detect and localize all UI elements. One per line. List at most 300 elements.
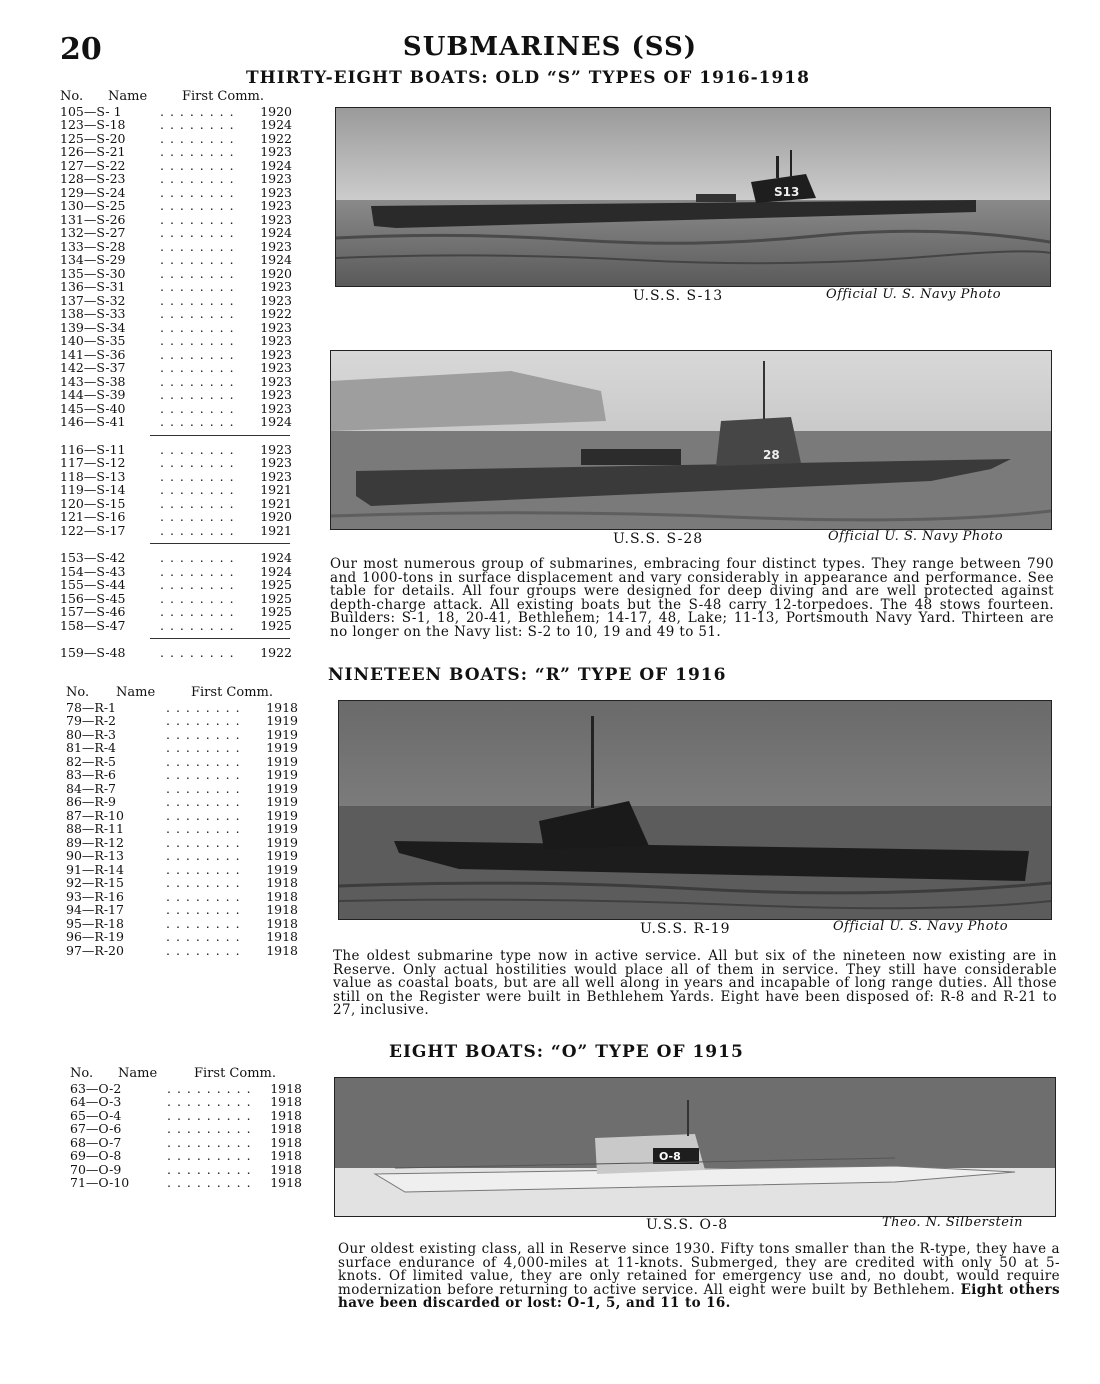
list-item xyxy=(60,280,292,294)
list-item xyxy=(60,443,292,457)
leader-dots: . . . . . . . . xyxy=(160,645,235,660)
caption-s28: U.S.S. S-28 xyxy=(613,531,704,547)
leader-dots: . . . . . . . . xyxy=(160,117,235,132)
boat-id: 125—S-20 xyxy=(60,130,126,146)
leader-dots: . . . . . . . . xyxy=(160,225,235,240)
s-group-1 xyxy=(60,105,292,429)
list-item xyxy=(60,361,292,375)
boat-id: 158—S-47 xyxy=(60,617,126,633)
commission-year: 1920 xyxy=(260,509,292,524)
leader-dots: . . . . . . . . xyxy=(160,333,235,348)
commission-year: 1918 xyxy=(270,1161,302,1177)
page-title: SUBMARINES (SS) xyxy=(402,32,698,62)
list-item xyxy=(60,619,292,633)
credit-s28: Official U. S. Navy Photo xyxy=(828,529,1004,544)
commission-year: 1919 xyxy=(266,794,298,809)
list-item xyxy=(60,307,292,321)
o-description-bold: Eight others have been discarded or lost: O-1, 5, and 11 to 16. xyxy=(338,1281,1060,1312)
commission-year: 1923 xyxy=(260,184,292,200)
list-item xyxy=(60,483,292,497)
commission-year: 1919 xyxy=(266,848,298,863)
r-section-heading: NINETEEN BOATS: “R” TYPE OF 1916 xyxy=(328,665,727,685)
commission-year: 1918 xyxy=(270,1080,302,1096)
commission-year: 1918 xyxy=(266,888,298,904)
leader-dots: . . . . . . . . xyxy=(166,726,241,742)
photo-uss-s13 xyxy=(335,107,1051,287)
boat-id: 153—S-42 xyxy=(60,550,126,565)
boat-id: 143—S-38 xyxy=(60,373,126,389)
list-item xyxy=(60,186,292,200)
leader-dots: . . . . . . . . xyxy=(160,279,235,294)
commission-year: 1920 xyxy=(260,265,292,281)
boat-id: 95—R-18 xyxy=(66,915,124,931)
list-item xyxy=(66,741,298,755)
boat-id: 81—R-4 xyxy=(66,740,116,755)
boat-id: 126—S-21 xyxy=(60,144,126,159)
commission-year: 1918 xyxy=(266,902,298,917)
list-item xyxy=(66,809,298,823)
leader-dots: . . . . . . . . xyxy=(160,130,235,146)
boat-id: 141—S-36 xyxy=(60,346,126,362)
commission-year: 1925 xyxy=(260,617,292,633)
commission-year: 1918 xyxy=(270,1121,302,1136)
leader-dots: . . . . . . . . xyxy=(160,171,235,186)
leader-dots: . . . . . . . . xyxy=(160,590,235,606)
boat-id: 130—S-25 xyxy=(60,198,126,213)
leader-dots: . . . . . . . . xyxy=(160,292,235,308)
commission-year: 1922 xyxy=(260,130,292,146)
commission-year: 1923 xyxy=(260,455,292,470)
list-item xyxy=(66,782,298,796)
leader-dots: . . . . . . . . xyxy=(160,495,235,511)
leader-dots: . . . . . . . . xyxy=(160,455,235,470)
boat-id: 146—S-41 xyxy=(60,414,126,429)
commission-year: 1919 xyxy=(266,807,298,823)
leader-dots: . . . . . . . . xyxy=(166,848,241,863)
leader-dots: . . . . . . . . xyxy=(160,617,235,633)
boat-id: 155—S-44 xyxy=(60,577,126,592)
leader-dots: . . . . . . . . xyxy=(160,238,235,254)
commission-year: 1923 xyxy=(260,468,292,484)
boat-id: 94—R-17 xyxy=(66,902,124,917)
commission-year: 1922 xyxy=(260,306,292,321)
commission-year: 1925 xyxy=(260,590,292,606)
photo-uss-r19 xyxy=(338,700,1052,920)
leader-dots: . . . . . . . . xyxy=(160,306,235,321)
photo-uss-o8 xyxy=(334,1077,1056,1217)
o-rows xyxy=(70,1082,302,1190)
commission-year: 1923 xyxy=(260,211,292,227)
list-item xyxy=(60,267,292,281)
commission-year: 1923 xyxy=(260,373,292,389)
leader-dots: . . . . . . . . xyxy=(166,821,241,836)
list-item xyxy=(60,497,292,511)
commission-year: 1922 xyxy=(260,645,292,660)
commission-year: 1919 xyxy=(266,861,298,877)
s-boat-list xyxy=(60,90,292,660)
boat-id: 118—S-13 xyxy=(60,468,126,484)
divider xyxy=(150,543,290,544)
divider xyxy=(150,435,290,436)
commission-year: 1924 xyxy=(260,252,292,267)
caption-s13: U.S.S. S-13 xyxy=(633,288,724,304)
boat-id: 68—O-7 xyxy=(70,1134,122,1150)
list-header: No. Name First Comm. xyxy=(70,1066,276,1081)
commission-year: 1923 xyxy=(260,279,292,294)
list-item xyxy=(60,321,292,335)
boat-id: 92—R-15 xyxy=(66,875,124,890)
boat-id: 83—R-6 xyxy=(66,767,116,782)
leader-dots: . . . . . . . . xyxy=(166,740,241,755)
list-item xyxy=(60,592,292,606)
boat-id: 145—S-40 xyxy=(60,400,126,416)
leader-dots: . . . . . . . . xyxy=(160,468,235,484)
list-item xyxy=(60,388,292,402)
list-item xyxy=(60,253,292,267)
credit-r19: Official U. S. Navy Photo xyxy=(833,919,1009,934)
commission-year: 1924 xyxy=(260,225,292,240)
list-header: No. Name First Comm. xyxy=(66,685,273,700)
commission-year: 1923 xyxy=(260,441,292,457)
commission-year: 1918 xyxy=(266,929,298,944)
list-item xyxy=(60,159,292,173)
s-group-4 xyxy=(60,646,292,660)
leader-dots: . . . . . . . . xyxy=(160,103,235,119)
boat-id: 119—S-14 xyxy=(60,482,126,497)
boat-id: 140—S-35 xyxy=(60,333,126,348)
list-item xyxy=(60,105,292,119)
photo-uss-s28 xyxy=(330,350,1052,530)
s-section-heading: THIRTY-EIGHT BOATS: OLD “S” TYPES OF 1916-1918 xyxy=(246,68,810,88)
list-item xyxy=(60,565,292,579)
leader-dots: . . . . . . . . . xyxy=(167,1080,252,1096)
boat-id: 136—S-31 xyxy=(60,279,126,294)
list-item xyxy=(60,172,292,186)
leader-dots: . . . . . . . . xyxy=(160,509,235,524)
credit-s13: Official U. S. Navy Photo xyxy=(826,287,1002,302)
leader-dots: . . . . . . . . xyxy=(166,753,241,769)
boat-id: 128—S-23 xyxy=(60,171,126,186)
boat-id: 159—S-48 xyxy=(60,645,126,660)
leader-dots: . . . . . . . . xyxy=(160,414,235,429)
boat-id: 69—O-8 xyxy=(70,1148,122,1163)
leader-dots: . . . . . . . . xyxy=(166,767,241,782)
leader-dots: . . . . . . . . xyxy=(166,713,241,728)
list-header: No. Name First Comm. xyxy=(60,89,264,104)
boat-id: 88—R-11 xyxy=(66,821,124,836)
boat-id: 135—S-30 xyxy=(60,265,126,281)
boat-id: 71—O-10 xyxy=(70,1175,130,1190)
list-item xyxy=(60,470,292,484)
boat-id: 78—R-1 xyxy=(66,699,116,715)
list-item xyxy=(60,375,292,389)
commission-year: 1919 xyxy=(266,767,298,782)
leader-dots: . . . . . . . . . xyxy=(167,1121,252,1136)
commission-year: 1924 xyxy=(260,117,292,132)
list-item xyxy=(60,578,292,592)
leader-dots: . . . . . . . . xyxy=(160,265,235,281)
page-number: 20 xyxy=(60,32,102,67)
leader-dots: . . . . . . . . xyxy=(160,360,235,375)
leader-dots: . . . . . . . . xyxy=(166,942,241,958)
commission-year: 1918 xyxy=(270,1175,302,1190)
s-group-3 xyxy=(60,551,292,632)
commission-year: 1924 xyxy=(260,563,292,579)
boat-id: 157—S-46 xyxy=(60,604,126,619)
list-item xyxy=(66,917,298,931)
commission-year: 1923 xyxy=(260,171,292,186)
o-boat-list xyxy=(70,1067,302,1190)
boat-id: 87—R-10 xyxy=(66,807,124,823)
boat-id: 91—R-14 xyxy=(66,861,124,877)
leader-dots: . . . . . . . . xyxy=(160,198,235,213)
leader-dots: . . . . . . . . xyxy=(166,780,241,796)
divider xyxy=(150,638,290,639)
submarine-s28-image xyxy=(331,351,1051,529)
list-item xyxy=(60,524,292,538)
list-item xyxy=(66,701,298,715)
commission-year: 1918 xyxy=(270,1094,302,1109)
list-item xyxy=(60,551,292,565)
leader-dots: . . . . . . . . . xyxy=(167,1161,252,1177)
boat-id: 105—S- 1 xyxy=(60,103,122,119)
o-description-text: Our oldest existing class, all in Reserve since 1930. Fifty tons smaller than the R-type, they have a surface endurance of 4,000-miles at 11-knots. Submerged, they are credited with only 50 at 5-knots. Of limited value, they are only retained for emergency use and, no doubt, would require modernization before returning to active service. All eight were built by Bethlehem. xyxy=(338,1241,1060,1298)
leader-dots: . . . . . . . . xyxy=(160,373,235,389)
commission-year: 1923 xyxy=(260,387,292,402)
commission-year: 1923 xyxy=(260,333,292,348)
r-description: The oldest submarine type now in active service. All but six of the nineteen now existing are in Reserve. Only actual hostilities would place all of them in service. They still have considerable value as coastal boats, but are all well along in years and incapable of long range duties. All those still on the Register were built in Bethlehem Yards. Eight have been disposed of: R-8 and R-21 to 27, inclusive. xyxy=(333,948,1057,1019)
commission-year: 1918 xyxy=(270,1107,302,1123)
commission-year: 1918 xyxy=(266,942,298,958)
commission-year: 1925 xyxy=(260,577,292,592)
boat-id: 63—O-2 xyxy=(70,1080,122,1096)
leader-dots: . . . . . . . . xyxy=(166,875,241,890)
caption-r19: U.S.S. R-19 xyxy=(640,921,731,937)
list-item xyxy=(60,226,292,240)
list-item xyxy=(60,213,292,227)
commission-year: 1919 xyxy=(266,780,298,796)
boat-id: 97—R-20 xyxy=(66,942,124,958)
list-item xyxy=(66,863,298,877)
leader-dots: . . . . . . . . xyxy=(160,441,235,457)
leader-dots: . . . . . . . . . xyxy=(167,1175,252,1190)
leader-dots: . . . . . . . . xyxy=(160,482,235,497)
commission-year: 1925 xyxy=(260,604,292,619)
boat-id: 80—R-3 xyxy=(66,726,116,742)
commission-year: 1919 xyxy=(266,834,298,850)
list-item xyxy=(66,944,298,958)
commission-year: 1918 xyxy=(266,915,298,931)
leader-dots: . . . . . . . . xyxy=(160,550,235,565)
boat-id: 70—O-9 xyxy=(70,1161,122,1177)
commission-year: 1919 xyxy=(266,740,298,755)
commission-year: 1921 xyxy=(260,482,292,497)
commission-year: 1924 xyxy=(260,157,292,173)
leader-dots: . . . . . . . . xyxy=(160,346,235,362)
leader-dots: . . . . . . . . xyxy=(160,400,235,416)
boat-id: 154—S-43 xyxy=(60,563,126,579)
commission-year: 1919 xyxy=(266,713,298,728)
leader-dots: . . . . . . . . . xyxy=(167,1148,252,1163)
commission-year: 1918 xyxy=(266,699,298,715)
list-item xyxy=(60,402,292,416)
leader-dots: . . . . . . . . xyxy=(160,157,235,173)
leader-dots: . . . . . . . . xyxy=(166,902,241,917)
leader-dots: . . . . . . . . . xyxy=(167,1094,252,1109)
leader-dots: . . . . . . . . xyxy=(160,522,235,538)
list-item xyxy=(60,294,292,308)
list-item xyxy=(60,199,292,213)
leader-dots: . . . . . . . . . xyxy=(167,1134,252,1150)
leader-dots: . . . . . . . . . xyxy=(167,1107,252,1123)
list-item xyxy=(66,836,298,850)
leader-dots: . . . . . . . . xyxy=(160,184,235,200)
leader-dots: . . . . . . . . xyxy=(160,144,235,159)
o-description xyxy=(338,1243,1060,1311)
submarine-r19-image xyxy=(339,701,1051,919)
leader-dots: . . . . . . . . xyxy=(160,252,235,267)
s-group-2 xyxy=(60,443,292,538)
boat-id: 116—S-11 xyxy=(60,441,126,457)
commission-year: 1923 xyxy=(260,144,292,159)
commission-year: 1923 xyxy=(260,198,292,213)
boat-id: 120—S-15 xyxy=(60,495,126,511)
list-item xyxy=(66,728,298,742)
boat-id: 117—S-12 xyxy=(60,455,126,470)
leader-dots: . . . . . . . . xyxy=(166,807,241,823)
boat-id: 131—S-26 xyxy=(60,211,126,227)
leader-dots: . . . . . . . . xyxy=(166,699,241,715)
commission-year: 1918 xyxy=(266,875,298,890)
list-item xyxy=(66,876,298,890)
list-item xyxy=(60,348,292,362)
boat-id: 122—S-17 xyxy=(60,522,126,538)
leader-dots: . . . . . . . . xyxy=(166,794,241,809)
leader-dots: . . . . . . . . xyxy=(160,563,235,579)
boat-id: 139—S-34 xyxy=(60,319,126,335)
leader-dots: . . . . . . . . xyxy=(160,387,235,402)
list-item xyxy=(60,415,292,429)
boat-id: 123—S-18 xyxy=(60,117,126,132)
list-item xyxy=(60,240,292,254)
list-item xyxy=(66,930,298,944)
o-section-heading: EIGHT BOATS: “O” TYPE OF 1915 xyxy=(389,1042,744,1062)
commission-year: 1923 xyxy=(260,292,292,308)
commission-year: 1920 xyxy=(260,103,292,119)
list-item xyxy=(70,1163,302,1177)
commission-year: 1923 xyxy=(260,400,292,416)
boat-id: 89—R-12 xyxy=(66,834,124,850)
leader-dots: . . . . . . . . xyxy=(166,861,241,877)
list-item xyxy=(70,1136,302,1150)
commission-year: 1923 xyxy=(260,319,292,335)
r-rows xyxy=(66,701,298,958)
commission-year: 1924 xyxy=(260,550,292,565)
leader-dots: . . . . . . . . xyxy=(166,888,241,904)
list-item xyxy=(60,118,292,132)
list-item xyxy=(66,768,298,782)
list-item xyxy=(66,822,298,836)
list-item xyxy=(60,510,292,524)
list-item xyxy=(66,755,298,769)
list-item xyxy=(70,1095,302,1109)
boat-id: 133—S-28 xyxy=(60,238,126,254)
submarine-o8-image xyxy=(335,1078,1055,1216)
boat-id: 121—S-16 xyxy=(60,509,126,524)
boat-id: 137—S-32 xyxy=(60,292,126,308)
list-item xyxy=(70,1149,302,1163)
list-item xyxy=(66,714,298,728)
caption-o8: U.S.S. O-8 xyxy=(646,1217,729,1233)
leader-dots: . . . . . . . . xyxy=(160,211,235,227)
commission-year: 1921 xyxy=(260,495,292,511)
list-item xyxy=(60,456,292,470)
list-item xyxy=(70,1082,302,1096)
commission-year: 1919 xyxy=(266,726,298,742)
boat-id: 79—R-2 xyxy=(66,713,116,728)
leader-dots: . . . . . . . . xyxy=(166,929,241,944)
leader-dots: . . . . . . . . xyxy=(160,577,235,592)
list-item xyxy=(60,132,292,146)
boat-id: 64—O-3 xyxy=(70,1094,122,1109)
boat-id: 82—R-5 xyxy=(66,753,116,769)
commission-year: 1919 xyxy=(266,821,298,836)
list-item xyxy=(60,334,292,348)
boat-id: 138—S-33 xyxy=(60,306,126,321)
leader-dots: . . . . . . . . xyxy=(160,604,235,619)
hull-number-o8: O-8 xyxy=(659,1150,681,1163)
credit-o8: Theo. N. Silberstein xyxy=(882,1215,1023,1230)
hull-number-s28: 28 xyxy=(763,448,780,462)
boat-id: 90—R-13 xyxy=(66,848,124,863)
boat-id: 96—R-19 xyxy=(66,929,124,944)
boat-id: 132—S-27 xyxy=(60,225,126,240)
list-item xyxy=(70,1176,302,1190)
boat-id: 142—S-37 xyxy=(60,360,126,375)
boat-id: 65—O-4 xyxy=(70,1107,122,1123)
leader-dots: . . . . . . . . xyxy=(166,834,241,850)
list-item xyxy=(60,605,292,619)
leader-dots: . . . . . . . . xyxy=(160,319,235,335)
boat-id: 129—S-24 xyxy=(60,184,126,200)
commission-year: 1923 xyxy=(260,238,292,254)
commission-year: 1924 xyxy=(260,414,292,429)
boat-id: 127—S-22 xyxy=(60,157,126,173)
boat-id: 93—R-16 xyxy=(66,888,124,904)
boat-id: 84—R-7 xyxy=(66,780,116,796)
list-item xyxy=(66,849,298,863)
commission-year: 1919 xyxy=(266,753,298,769)
list-item xyxy=(70,1109,302,1123)
boat-id: 134—S-29 xyxy=(60,252,126,267)
r-boat-list xyxy=(66,686,298,957)
list-item xyxy=(70,1122,302,1136)
commission-year: 1923 xyxy=(260,346,292,362)
boat-id: 67—O-6 xyxy=(70,1121,122,1136)
hull-number-s13: S13 xyxy=(774,185,800,199)
list-item xyxy=(60,646,292,660)
leader-dots: . . . . . . . . xyxy=(166,915,241,931)
s-description: Our most numerous group of submarines, embracing four distinct types. They range between 790 and 1000-tons in surface displacement and vary considerably in appearance and performance. See table for details. All four groups were designed for deep diving and are well protected against depth-charge attack. All existing boats but the S-48 carry 12-torpedoes. The 48 stows fourteen. Builders: S-1, 18, 20-41, Bethlehem; 14-17, 48, Lake; 11-13, Portsmouth Navy Yard. Thirteen are no longer on the Navy list: S-2 to 10, 19 and 49 to 51. xyxy=(330,556,1054,640)
list-item xyxy=(60,145,292,159)
submarine-s13-image xyxy=(336,108,1050,286)
commission-year: 1918 xyxy=(270,1134,302,1150)
commission-year: 1923 xyxy=(260,360,292,375)
list-item xyxy=(66,903,298,917)
boat-id: 86—R-9 xyxy=(66,794,116,809)
commission-year: 1921 xyxy=(260,522,292,538)
boat-id: 156—S-45 xyxy=(60,590,126,606)
